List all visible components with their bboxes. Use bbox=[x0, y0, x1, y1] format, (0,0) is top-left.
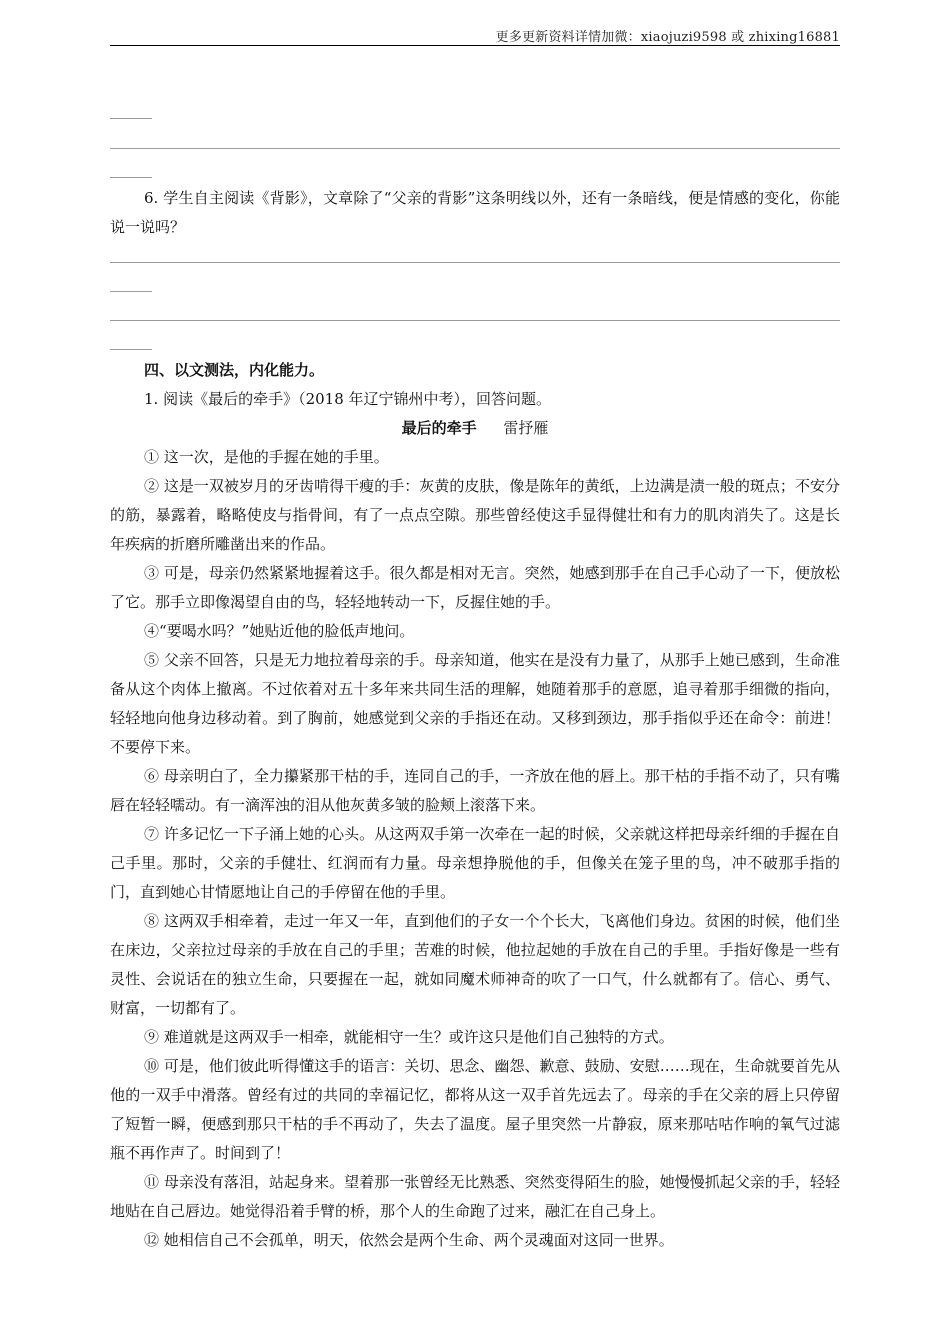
answer-blank-line bbox=[110, 320, 840, 321]
article-paragraph: ⑦ 许多记忆一下子涌上她的心头。从这两双手第一次牵在一起的时候，父亲就这样把母亲纤细的手握在自己手里。那时，父亲的手健壮、红润而有力量。母亲想挣脱他的手，但像关在笼子里的鸟，冲不破那手指的门，直到她心甘情愿地让自己的手停留在他的手里。 bbox=[110, 825, 840, 901]
article-paragraph: ⑫ 她相信自己不会孤单，明天，依然会是两个生命、两个灵魂面对这同一世界。 bbox=[144, 1231, 674, 1249]
article-paragraph: ⑪ 母亲没有落泪，站起身来。望着那一张曾经无比熟悉、突然变得陌生的脸，她慢慢抓起父亲的手，轻轻地贴在自己唇边。她觉得沿着手臂的桥，那个人的生命跑了过来，融汇在自己身上。 bbox=[110, 1173, 840, 1220]
answer-blank-line bbox=[110, 148, 840, 149]
article-title: 最后的牵手 bbox=[401, 419, 477, 437]
section-heading: 四、以文测法，内化能力。 bbox=[144, 361, 325, 379]
article-author: 雷抒雁 bbox=[503, 419, 549, 437]
question-6: 6. 学生自主阅读《背影》，文章除了“父亲的背影”这条明线以外，还有一条暗线，便是情感的变化，你能说一说吗？ bbox=[110, 189, 840, 236]
article-title-line bbox=[110, 414, 840, 443]
article-paragraph: ⑥ 母亲明白了，全力攥紧那干枯的手，连同自己的手，一齐放在他的唇上。那干枯的手指不动了，只有嘴唇在轻轻嚅动。有一滴浑浊的泪从他灰黄多皱的脸颊上滚落下来。 bbox=[110, 767, 840, 814]
answer-blank-line bbox=[110, 262, 840, 263]
article-paragraph: ⑧ 这两双手相牵着，走过一年又一年，直到他们的子女一个个长大，飞离他们身边。贫困的时候，他们坐在床边，父亲拉过母亲的手放在自己的手里；苦难的时候，他拉起她的手放在自己的手里。手指好像是一些有灵性、会说话在的独立生命，只要握在一起，就如同魔术师神奇的吹了一口气，什么就都有了。信心、勇气、财富，一切都有了。 bbox=[110, 912, 840, 1017]
article-paragraph: ⑤ 父亲不回答，只是无力地拉着母亲的手。母亲知道，他实在是没有力量了，从那手上她已感到，生命准备从这个肉体上撤离。不过依着对五十多年来共同生活的理解，她随着那手的意愿，追寻着那手细微的指向，轻轻地向他身边移动着。到了胸前，她感觉到父亲的手指还在动。又移到颈边，那手指似乎还在命令：前进！不要停下来。 bbox=[110, 651, 840, 756]
reading-intro: 1. 阅读《最后的牵手》（2018 年辽宁锦州中考），回答问题。 bbox=[144, 390, 552, 408]
answer-blank-short bbox=[110, 177, 152, 178]
article-paragraph: ① 这一次，是他的手握在她的手里。 bbox=[144, 448, 389, 466]
article-paragraph: ⑩ 可是，他们彼此听得懂这手的语言：关切、思念、幽怨、歉意、鼓励、安慰……现在，生命就要首先从他的一双手中滑落。曾经有过的共同的幸福记忆，都将从这一双手首先远去了。母亲的手在父亲的唇上只停留了短暂一瞬，便感到那只干枯的手不再动了，失去了温度。屋子里突然一片静寂，原来那咕咕作响的氧气过滤瓶不再作声了。时间到了！ bbox=[110, 1057, 840, 1162]
article-paragraph: ④“要喝水吗？”她贴近他的脸低声地问。 bbox=[144, 622, 415, 640]
page-body bbox=[110, 98, 840, 1255]
article-paragraph: ③ 可是，母亲仍然紧紧地握着这手。很久都是相对无言。突然，她感到那手在自己手心动了一下，便放松了它。那手立即像渴望自由的鸟，轻轻地转动一下，反握住她的手。 bbox=[110, 564, 840, 611]
answer-blank-short bbox=[110, 118, 152, 119]
article-paragraph: ② 这是一双被岁月的牙齿啃得干瘦的手：灰黄的皮肤，像是陈年的黄纸，上边满是渍一般的斑点；不安分的筋，暴露着，略略使皮与指骨间，有了一点点空隙。那些曾经使这手显得健壮和有力的肌肉消失了。这是长年疾病的折磨所雕凿出来的作品。 bbox=[110, 477, 840, 553]
page-header: 更多更新资料详情加微：xiaojuzi9598 或 zhixing16881 bbox=[495, 30, 840, 45]
article-paragraph: ⑨ 难道就是这两双手一相牵，就能相守一生？或许这只是他们自己独特的方式。 bbox=[144, 1028, 674, 1046]
answer-blank-short bbox=[110, 291, 152, 292]
header-rule bbox=[110, 45, 840, 46]
answer-blank-short bbox=[110, 349, 152, 350]
